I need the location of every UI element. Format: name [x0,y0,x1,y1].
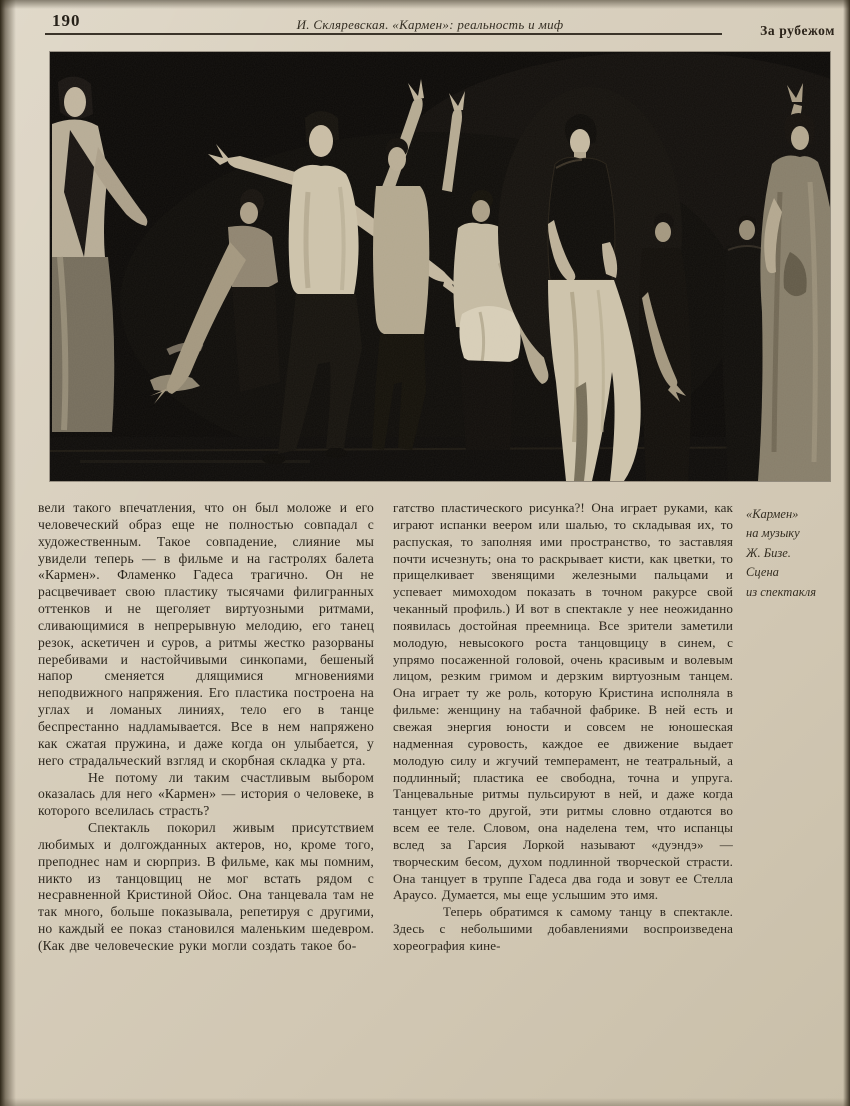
page-number: 190 [52,11,81,30]
section-label: За рубежом [760,23,835,38]
article-column-left [38,500,374,1086]
article-column-right [393,500,733,1086]
caption-line: из спектакля [746,584,817,599]
caption-line: Ж. Бизе. [746,545,791,560]
photo-caption [746,505,838,602]
dancers-illustration [50,52,830,481]
article-paragraph: гатство пластического рисунка?! Она играет руками, как играют испанки веером или шалью, то складывая их, то распуская, то заполняя ими пространство, то заставляя почти исчезнуть; она то раскрывает кисти, как цветки, то прищелкивает звенящими железными пальцами и успевает мимоходом показать в точном ракурсе свой чеканный профиль.) И вот в спектакле у нее неожиданно появилась достойная преемница. Все зрители заметили молодую, невысокого роста танцовщицу в синем, с упрямо посаженной головой, очень красивым и волевым лицом, резким гримом и дерзким виртуозным танцем. Она играет ту же роль, которую Кристина исполняла в фильме: женщину на табачной фабрике. В ней есть и свежая энергия юности и совсем не юношеская надменная суровость, каждое ее движение выдает молодую силу и жгучий темперамент, не театральный, а подлинный; пластика ее свободна, точна и упруга. Танцевальные ритмы пульсируют в ней, и даже когда танцует кто-то другой, эти ритмы словно отдаются во всем ее теле. Словом, она наделена тем, что испанцы вслед за Гарсия Лоркой называют «дуэндэ» — творческим бесом, духом подлинной творческой страсти. Она танцует в труппе Гадеса два года и зовут ее Стелла Араусо. Думается, мы еще услышим это имя. [393,500,733,903]
article-paragraph: Спектакль покорил живым присутствием любимых и долгожданных актеров, но, кроме того, преподнес нам и сюрприз. В фильме, как мы помним, никто из танцовщиц не мог встать рядом с несравненной Кристиной Ойос. Она танцевала там не так много, больше показывала, репетируя с другими, но каждый ее показ становился маленьким шедевром. (Как две человеческие руки могли создать такое бо- [38,820,374,953]
scan-edge-right [843,0,850,1106]
stage-photo [50,52,830,481]
caption-line: «Кармен» [746,507,799,521]
scan-edge-top [0,0,850,9]
header-rule [45,33,722,35]
article-paragraph: Не потому ли таким счастливым выбором оказалась для него «Кармен» — история о человеке, в которого вселилась страсть? [38,769,374,819]
article-paragraph: Теперь обратимся к самому танцу в спектакле. Здесь с небольшими добавлениями воспроизведена хореография кине- [393,904,733,953]
article-paragraph: вели такого впечатления, что он был моложе и его человеческий образ еще не полностью совпадал с художественным. Такое совпадение, слияние мы увидели теперь — в фильме и на гастролях балета «Кармен». Фламенко Гадеса трагично. Он не расцвечивает свою пластику тысячами филигранных оттенков и не щеголяет виртуозными ритмами, сливающимися в непрерывную мелодию, его танец резок, аскетичен и суров, а ритмы жестко разорваны перебивами и настойчивыми синкопами, бешеный напор сменяется длящимися мгновениями неподвижного напряжения. Его пластика построена на углах и ломаных линиях, тело его в танце беспрестанно надламывается. Все в нем напряжено как сжатая пружина, и даже когда он улыбается, у него страдальческий взгляд и скорбная складка у рта. [38,500,374,768]
running-title: И. Скляревская. «Кармен»: реальность и миф [296,17,564,32]
scan-edge-left [0,0,16,1106]
caption-line: на музыку [746,526,800,541]
caption-line: Сцена [746,565,779,580]
scan-edge-bottom [0,1098,850,1106]
